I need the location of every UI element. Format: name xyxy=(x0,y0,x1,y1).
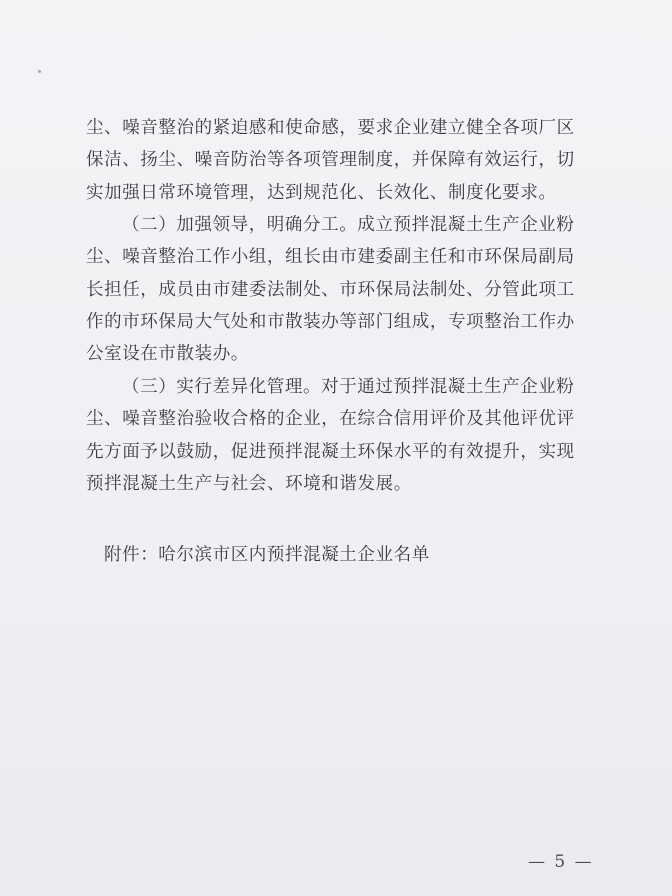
page-number: — 5 — xyxy=(528,852,594,872)
paragraph-1: 尘、噪音整治的紧迫感和使命感，要求企业建立健全各项厂区保洁、扬尘、噪音防治等各项管理制度，并保障有效运行，切实加强日常环境管理，达到规范化、长效化、制度化要求。 xyxy=(86,118,575,203)
paragraph-3: （三）实行差异化管理。对于通过预拌混凝土生产企业粉尘、噪音整治验收合格的企业，在综合信用评价及其他评优评先方面予以鼓励，促进预拌混凝土环保水平的有效提升，实现预拌混凝土生产与社会、环境和谐发展。 xyxy=(86,377,575,494)
paragraph-2: （二）加强领导，明确分工。成立预拌混凝土生产企业粉尘、噪音整治工作小组，组长由市建委副主任和市环保局副局长担任，成员由市建委法制处、市环保局法制处、分管此项工作的市环保局大气处和市散装办等部门组成，专项整治工作办公室设在市散装办。 xyxy=(86,215,575,365)
paper-speck xyxy=(38,70,41,73)
attachment-note: 附件：哈尔滨市区内预拌混凝土企业名单 xyxy=(104,545,430,565)
